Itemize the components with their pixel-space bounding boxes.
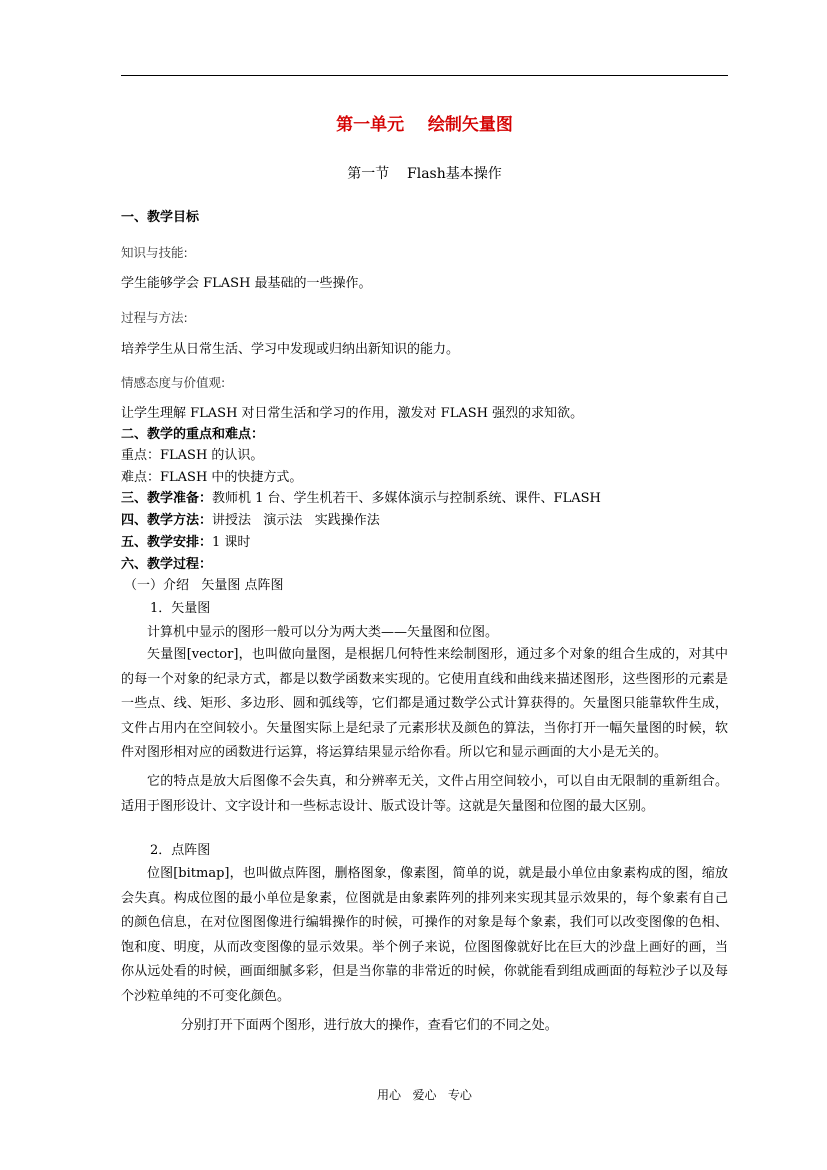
text-knowledge-skills: 学生能够学会 FLASH 最基础的一些操作。 [121,276,372,291]
text-key-point: 重点：FLASH 的认识。 [121,448,264,463]
section-subtitle: 第一节 Flash基本操作 [347,166,502,182]
label-process-methods: 过程与方法: [121,310,188,325]
page-footer: 用心 爱心 专心 [377,1088,472,1102]
line-teaching-methods [121,511,728,531]
line-teaching-schedule [121,533,728,553]
label-knowledge-skills: 知识与技能: [121,245,188,260]
text-attitude-values: 让学生理解 FLASH 对日常生活和学习的作用，激发对 FLASH 强烈的求知欲。 [121,406,584,421]
text-difficult-point: 难点：FLASH 中的快捷方式。 [121,470,303,485]
paragraph-instruction: 分别打开下面两个图形，进行放大的操作，查看它们的不同之处。 [180,1018,558,1033]
item-vector-image: 1．矢量图 [150,601,211,616]
item-bitmap-image: 2．点阵图 [150,843,211,858]
label-teaching-methods: 四、教学方法： [121,513,213,528]
text-teaching-methods: 讲授法 演示法 实践操作法 [212,513,380,528]
heading-key-points: 二、教学的重点和难点： [121,427,265,442]
heading-teaching-process: 六、教学过程： [121,557,213,572]
page-title: 第一单元 绘制矢量图 [336,115,513,135]
paragraph-vector-features: 它的特点是放大后图像不会失真，和分辨率无关，文件占用空间较小，可以自由无限制的重新组合。适用于图形设计、文字设计和一些标志设计、版式设计等。这就是矢量图和位图的最大区别。 [121,774,728,814]
paragraph-intro: 计算机中显示的图形一般可以分为两大类——矢量图和位图。 [147,625,499,640]
subheading-introduction: （一）介绍 矢量图 点阵图 [124,578,284,593]
text-teaching-preparation: 教师机 1 台、学生机若干、多媒体演示与控制系统、课件、FLASH [212,491,601,506]
text-teaching-schedule: 1 课时 [212,535,251,550]
label-attitude-values: 情感态度与价值观: [121,375,226,390]
text-process-methods: 培养学生从日常生活、学习中发现或归纳出新知识的能力。 [121,342,460,357]
heading-teaching-goals: 一、教学目标 [121,210,200,225]
header-rule [121,75,728,76]
label-teaching-schedule: 五、教学安排： [121,535,213,550]
label-teaching-preparation: 三、教学准备： [121,491,213,506]
paragraph-bitmap: 位图[bitmap]，也叫做点阵图，删格图象，像素图，简单的说，就是最小单位由象素构成的图，缩放会失真。构成位图的最小单位是象素，位图就是由象素阵列的排列来实现其显示效果的，每个象素有自己的颜色信息，在对位图图像进行编辑操作的时候，可操作的对象是每个象素，我们可以改变图像的色相、饱和度、明度，从而改变图像的显示效果。举个例子来说，位图图像就好比在巨大的沙盘上画好的画，当你从远处看的时候，画面细腻多彩，但是当你靠的非常近的时候，你就能看到组成画面的每粒沙子以及每个沙粒单纯的不可变化颜色。 [121,866,728,1004]
line-teaching-preparation [121,489,728,509]
paragraph-vector: 矢量图[vector]，也叫做向量图，是根据几何特性来绘制图形，通过多个对象的组合生成的，对其中的每一个对象的纪录方式，都是以数学函数来实现的。它使用直线和曲线来描述图形，这些图形的元素是一些点、线、矩形、多边形、圆和弧线等，它们都是通过数学公式计算获得的。矢量图只能靠软件生成，文件占用内在空间较小。矢量图实际上是纪录了元素形状及颜色的算法，当你打开一幅矢量图的时候，软件对图形相对应的函数进行运算，将运算结果显示给你看。所以它和显示画面的大小是无关的。 [121,647,728,760]
